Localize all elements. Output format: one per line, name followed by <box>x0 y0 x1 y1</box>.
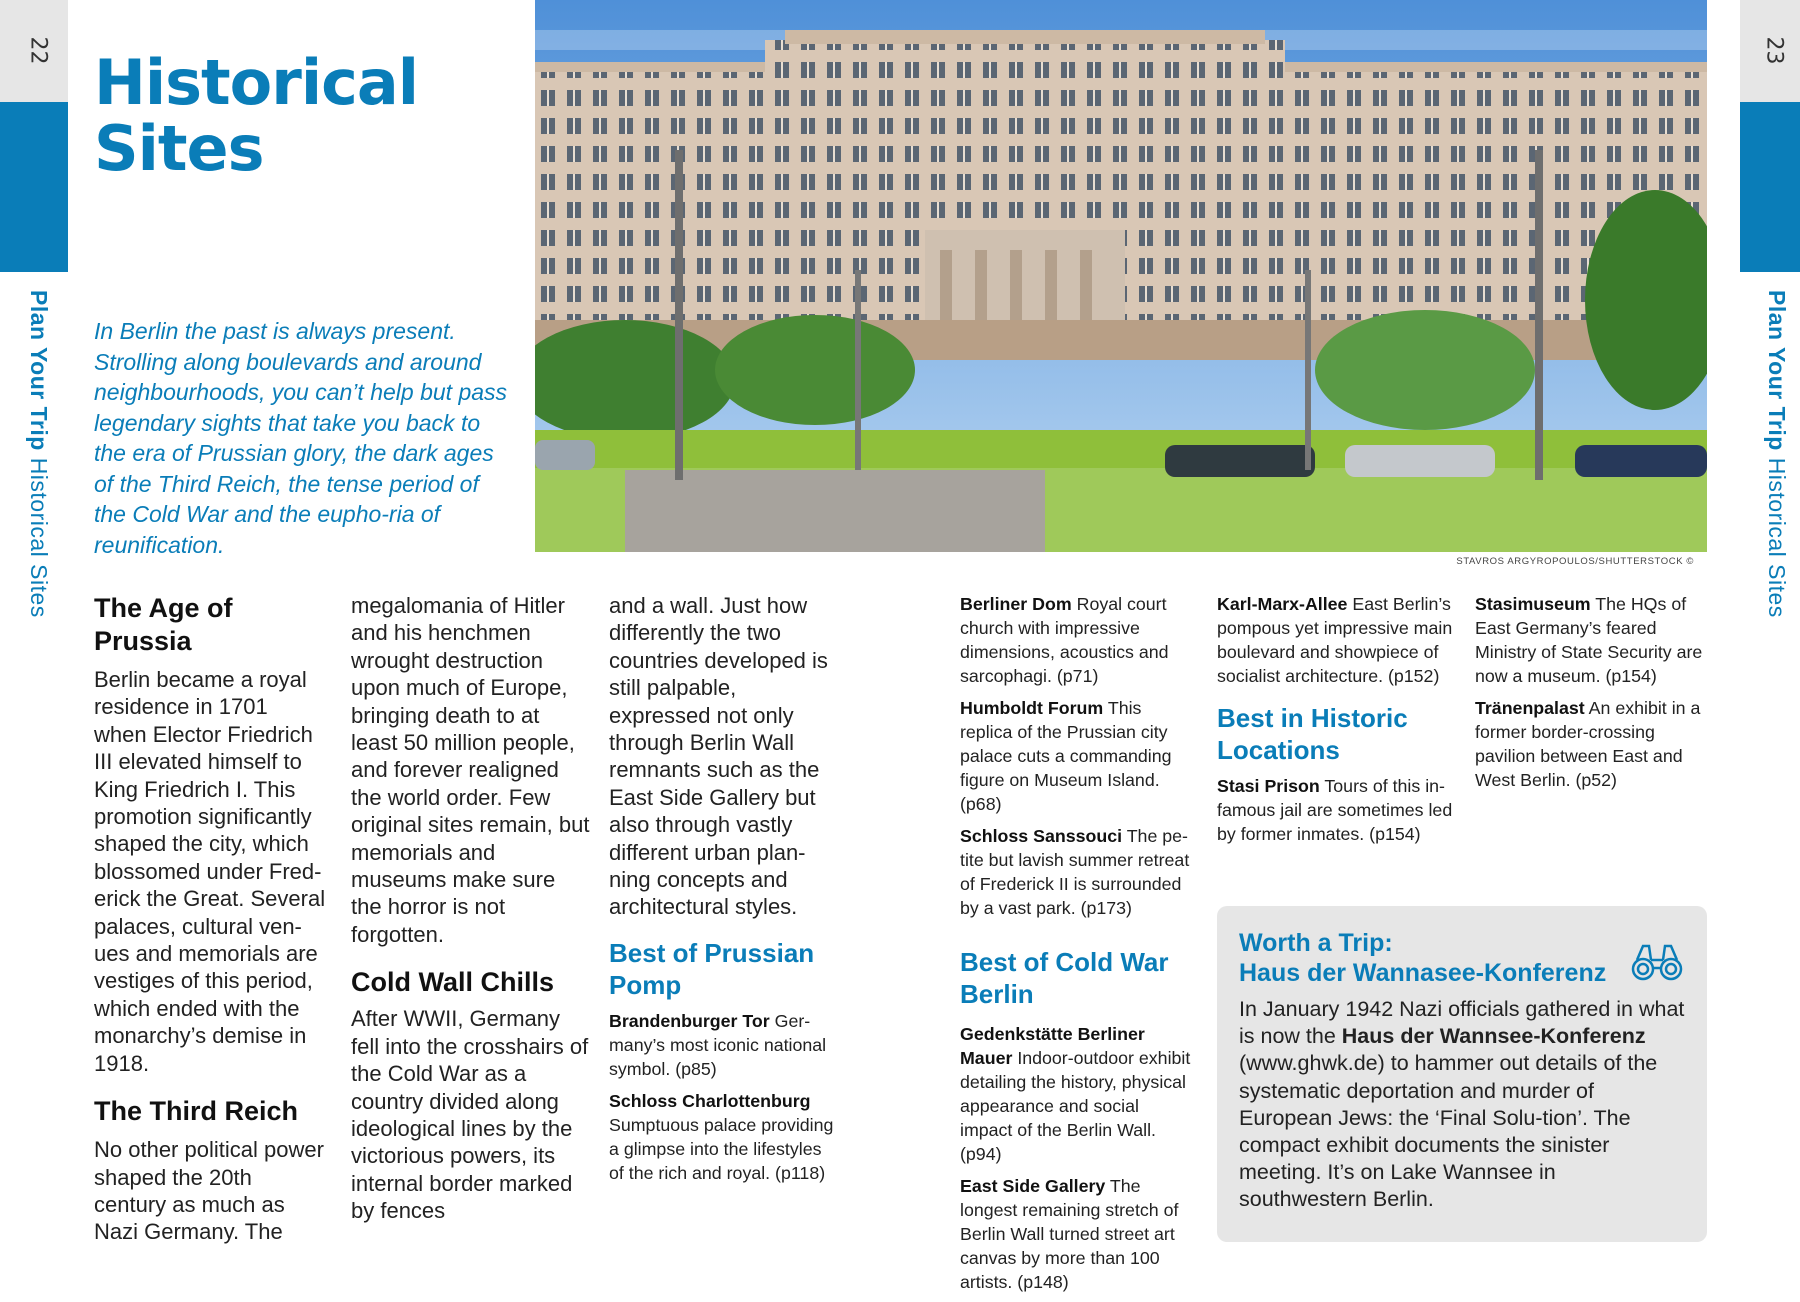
list-item: Brandenburger Tor Ger-many’s most iconic national symbol. (p85) <box>609 1010 827 1079</box>
page-number-right: 23 <box>1761 36 1787 65</box>
column-2 <box>351 592 591 1225</box>
photo-credit: STAVROS ARGYROPOULOS/SHUTTERSTOCK © <box>1456 556 1694 567</box>
heading-best-prussian-pomp: Best of Prussian Pomp <box>609 937 815 1000</box>
right-running-header: Plan Your Trip Historical Sites <box>1764 290 1790 618</box>
list-item: East Side Gallery The longest remaining stretch of Berlin Wall turned street art canvas by more than 100 artists. (p148) <box>960 1176 1179 1292</box>
paragraph-prussia: Berlin became a royal residence in 1701 when Elector Friedrich III elevated himself to King Friedrich I. This promotion significantly shaped the city, which blossomed under Fred-erick the Great. Several palaces, cultural ven-ues and memorials are vestiges of this period, which ended with the monarchy’s demise in 1918. <box>94 667 326 1076</box>
page-title: Historical Sites <box>94 46 418 185</box>
paragraph-third-reich: No other political power shaped the 20th century as much as Nazi Germany. The <box>94 1137 324 1245</box>
worth-a-trip-box <box>1217 906 1707 1242</box>
list-item: Schloss Sanssouci The pe-tite but lavish summer retreat of Frederick II is surrounded by a vast park. (p173) <box>960 826 1190 918</box>
right-tab-accent <box>1740 102 1800 272</box>
page-number-left: 22 <box>25 36 51 65</box>
list-item: Humboldt Forum This replica of the Prussian city palace cuts a commanding figure on Museum Island. (p68) <box>960 698 1172 814</box>
list-item: Tränenpalast An exhibit in a former border-crossing pavilion between East and West Berlin. (p52) <box>1475 698 1701 790</box>
heading-third-reich: The Third Reich <box>94 1096 299 1127</box>
left-tab-accent <box>0 102 68 272</box>
paragraph-third-reich-cont: megalomania of Hitler and his henchmen wrought destruction upon much of Europe, bringing death to at least 50 million people, and forever realigned the world order. Few original sites remain, but memorials and museums make sure the horror is not forgotten. <box>351 593 590 947</box>
list-item: Berliner Dom Royal court church with impressive dimensions, acoustics and sarcophagi. (p71) <box>960 594 1169 686</box>
column-6 <box>1475 592 1710 800</box>
column-5 <box>1217 592 1457 854</box>
list-item: Schloss Charlottenburg Sumptuous palace providing a glimpse into the lifestyles of the rich and royal. (p118) <box>609 1090 834 1183</box>
binoculars-icon <box>1629 942 1685 987</box>
paragraph-cold-wall: After WWII, Germany fell into the crosshairs of the Cold War as a country divided along ideological lines by the victorious powers, its internal border marked by fences <box>351 1006 589 1224</box>
heading-age-of-prussia: The Age of Prussia <box>94 593 233 656</box>
list-item: Gedenkstätte Berliner Mauer Indoor-outdoor exhibit detailing the history, physical appearance and social impact of the Berlin Wall. (p94) <box>960 1024 1191 1164</box>
heading-best-cold-war: Best of Cold War Berlin <box>960 947 1169 1009</box>
list-item: Karl-Marx-Allee East Berlin’s pompous yet impressive main boulevard and showpiece of socialist architecture. (p152) <box>1217 594 1453 686</box>
paragraph-cold-wall-cont: and a wall. Just how differently the two countries developed is still palpable, expressed not only through Berlin Wall remnants such as the East Side Gallery but also through vastly different urban plan-ning concepts and architectural styles. <box>609 593 828 920</box>
prussian-pomp-list <box>609 1009 841 1185</box>
column-4 <box>960 592 1195 1302</box>
list-item: Stasimuseum The HQs of East Germany’s feared Ministry of State Security are now a museum. (p154) <box>1475 594 1703 686</box>
heading-cold-wall-chills: Cold Wall Chills <box>351 967 555 998</box>
list-item: Stasi Prison Tours of this in-famous jail are sometimes led by former inmates. (p154) <box>1217 776 1453 844</box>
intro-text: In Berlin the past is always present. Strolling along boulevards and around neighbourhoods, you can’t help but pass legendary sights that take you back to the era of Prussian glory, the dark ages of the Third Reich, the tense period of the Cold War and the eupho-ria of reunification. <box>94 318 508 558</box>
worth-a-trip-body: In January 1942 Nazi officials gathered in what is now the Haus der Wannsee-Konferenz (www.ghwk.de) to hammer out details of the systematic deportation and murder of European Jews: the ‘Final Solu-tion’. The compact exhibit documents the sinister meeting. It’s on Lake Wannsee in southwestern Berlin. <box>1239 997 1685 1212</box>
column-1 <box>94 592 326 1246</box>
column-3 <box>609 592 841 1193</box>
heading-best-historic-locations: Best in Historic Locations <box>1217 703 1408 765</box>
karl-marx-allee-photo <box>535 0 1707 552</box>
worth-a-trip-heading: Worth a Trip: Haus der Wannasee-Konferenz <box>1239 929 1607 987</box>
left-running-header: Plan Your Trip Historical Sites <box>26 290 52 618</box>
